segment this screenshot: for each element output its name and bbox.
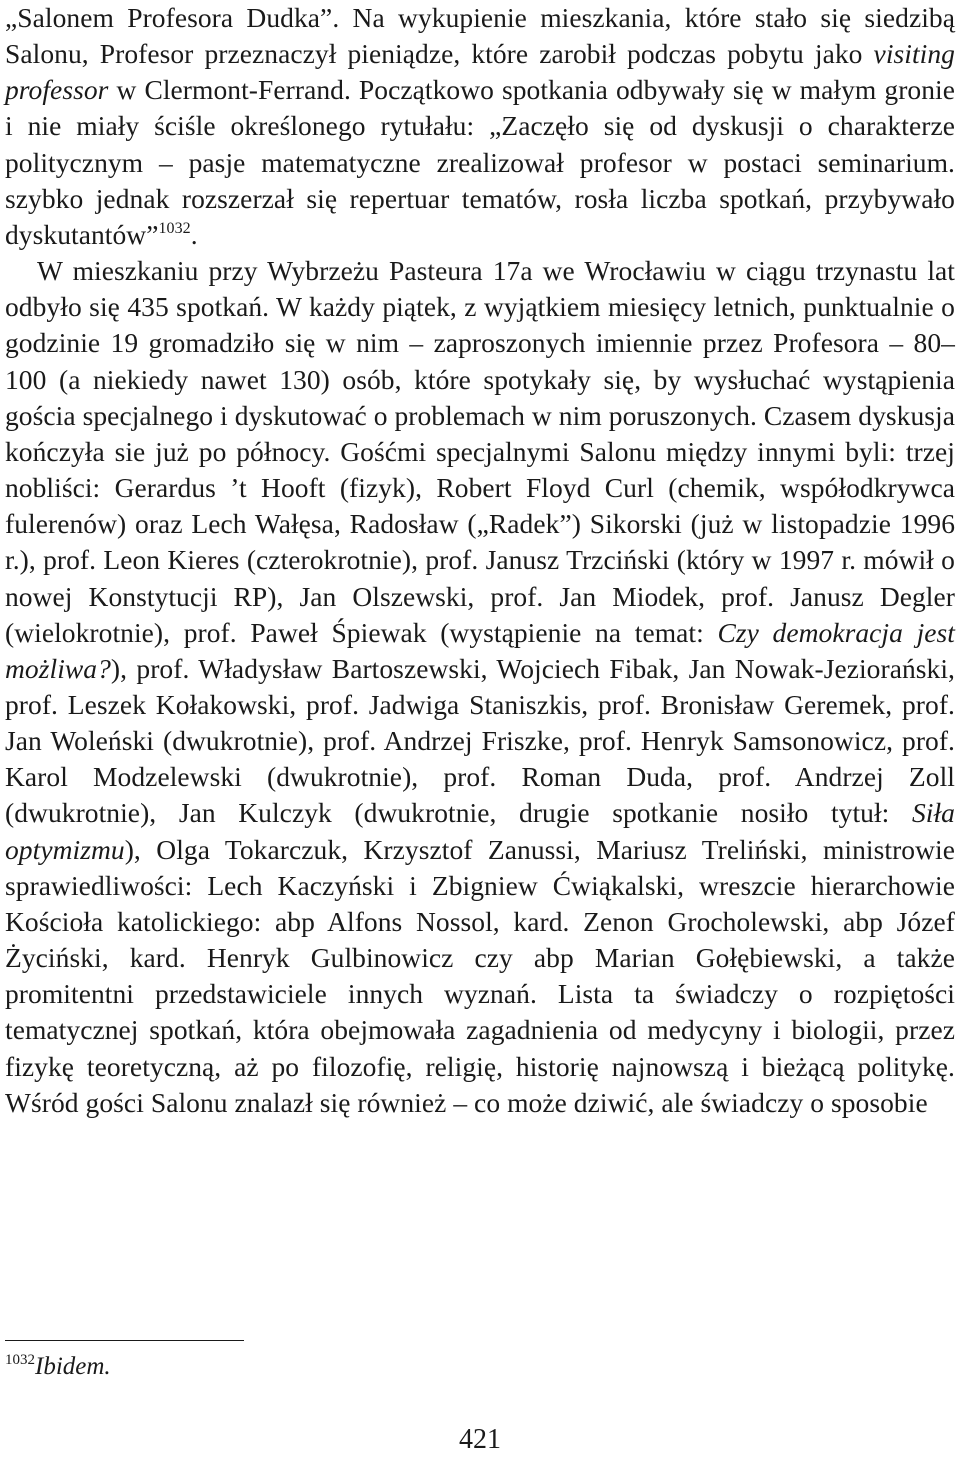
- paragraph: [5, 0, 955, 253]
- italic-text: Siła optymizmu: [5, 797, 955, 865]
- footnote-marker: 1032: [5, 1352, 35, 1368]
- italic-text: Czy demokracja jest możliwa?: [5, 616, 955, 684]
- text-run: W mieszkaniu przy Wybrzeżu Pasteura 17a we Wrocławiu w ciągu trzynastu lat odbyło się 435 spotkań. W każdy piątek, z wyjątkiem miesięcy letnich, punktualnie o godzinie 19 gromadziło się w nim – zaproszonych imiennie przez Profesora – 80–100 (a niekiedy nawet 130) osób, które spotykały się, by wysłuchać wystąpienia gościa specjalnego i dyskutować o problemach w nim poruszonych. Czasem dyskusja kończyła sie już po północy. Gośćmi specjalnymi Salonu między innymi byli: trzej nobliści: Gerardus ’t Hooft (fizyk), Robert Floyd Curl (chemik, współodkrywca fulerenów) oraz Lech Wałęsa, Radosław („Radek”) Sikorski (już w listopadzie 1996 r.), prof. Leon Kieres (czterokrotnie), prof. Janusz Trzciński (który w 1997 r. mówił o nowej Konstytucji RP), Jan Olszewski, prof. Jan Miodek, prof. Janusz Degler (wielokrotnie), prof. Paweł Śpiewak (wystąpienie na temat:: [5, 255, 955, 648]
- footnote-reference: 1032: [158, 219, 191, 237]
- italic-text: visiting professor: [5, 38, 955, 106]
- paragraph: [5, 253, 955, 1121]
- text-run: ), prof. Władysław Bartoszewski, Wojciech Fibak, Jan Nowak-Jeziorański, prof. Leszek Kołakowski, prof. Jadwiga Staniszkis, prof. Bronisław Geremek, prof. Jan Woleński (dwukrotnie), prof. Andrzej Friszke, prof. Henryk Samsonowicz, prof. Karol Modzelewski (dwukrotnie), prof. Roman Duda, prof. Andrzej Zoll (dwukrotnie), Jan Kulczyk (dwukrotnie, drugie spotkanie nosiło tytuł:: [5, 652, 955, 829]
- footnote-separator: [5, 1340, 244, 1341]
- footnote-text: Ibidem.: [35, 1353, 111, 1380]
- text-run: ), Olga Tokarczuk, Krzysztof Zanussi, Mariusz Treliński, ministrowie sprawiedliwości: Lech Kaczyński i Zbigniew Ćwiąkalski, wreszcie hierarchowie Kościoła katolickiego: abp Alfons Nossol, kard. Zenon Grocholewski, abp Józef Życiński, kard. Henryk Gulbinowicz czy abp Marian Gołębiewski, a także promitentni przedstawiciele innych wyznań. Lista ta świadczy o rozpiętości tematycznej spotkań, która obejmowała zagadnienia od medycyny i biologii, przez fizykę teoretyczną, aż po filozofię, religię, historię najnowszą i bieżącą politykę. Wśród gości Salonu znalazł się również – co może dziwić, ale świadczy o sposobie: [5, 833, 955, 1118]
- text-run: „Salonem Profesora Dudka”. Na wykupienie mieszkania, które stało się siedzibą Salonu, Profesor przeznaczył pieniądze, które zarobił podczas pobytu jako: [5, 2, 955, 70]
- page-number: 421: [459, 1424, 501, 1455]
- text-run: .: [190, 218, 198, 250]
- text-run: w Clermont-Ferrand. Początkowo spotkania odbywały się w małym gronie i nie miały ściśle określonego rytułału: „Zaczęło się od dyskusji o charakterze politycznym – pasje matematyczne zrealizował profesor w postaci seminarium. szybko jednak rozszerzał się repertuar tematów, rosła liczba spotkań, przybywało dyskutantów”: [5, 74, 955, 250]
- document-page: [5, 0, 955, 1121]
- footnote: [5, 1352, 111, 1382]
